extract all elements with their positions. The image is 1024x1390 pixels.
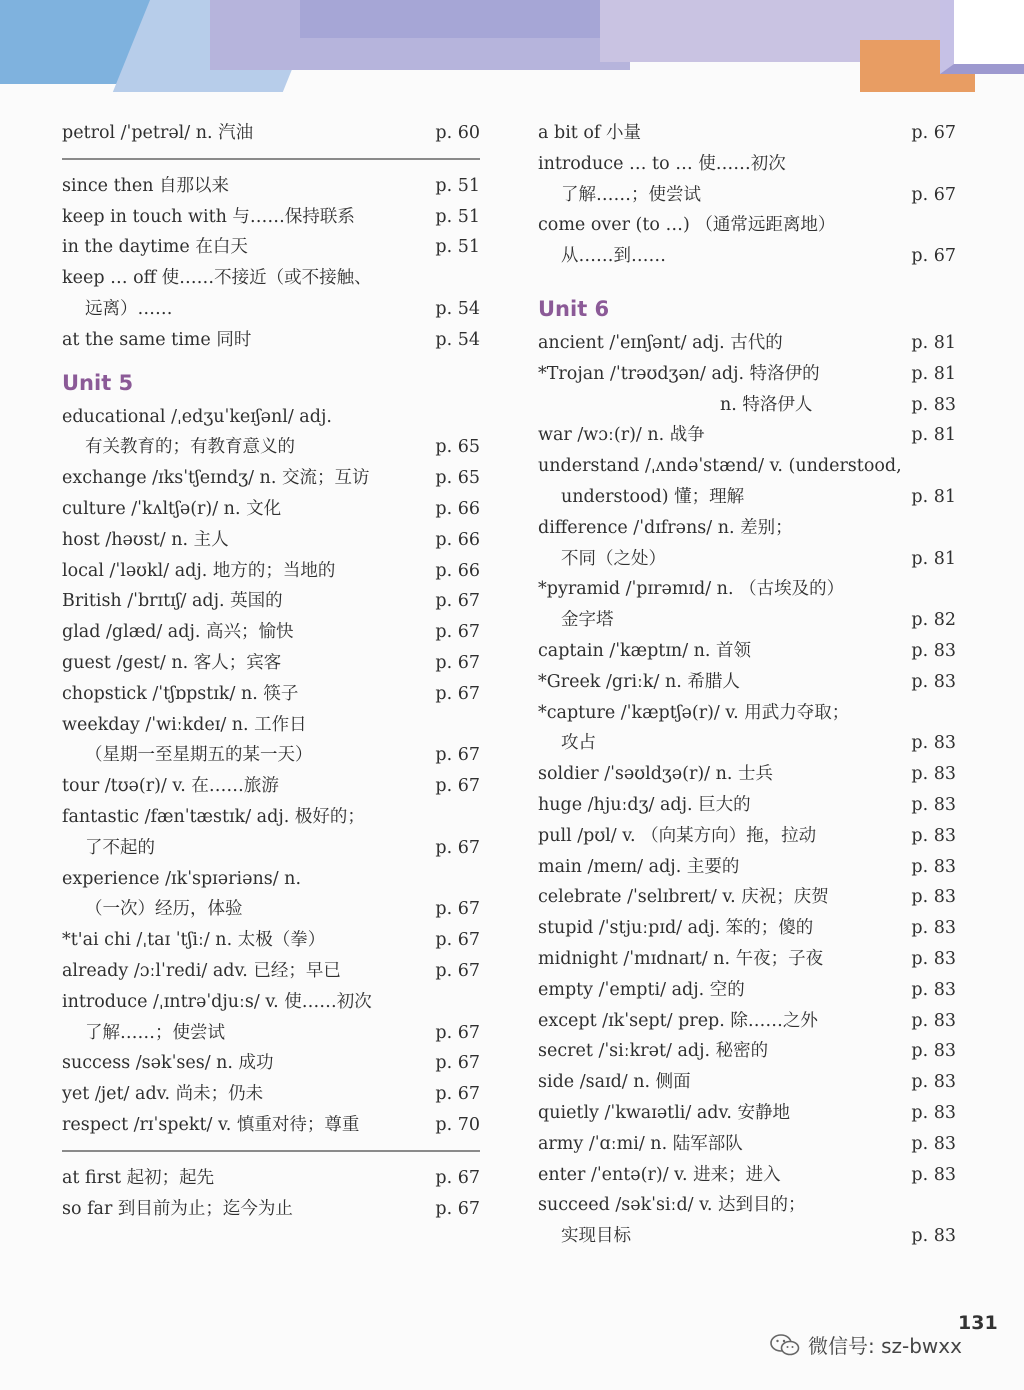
vocab-text: midnight /ˈmɪdnaɪt/ n. 午夜；子夜 (538, 948, 824, 969)
vocab-group (62, 171, 480, 356)
vocab-text: ancient /ˈeɪnʃənt/ adj. 古代的 (538, 332, 783, 353)
vocab-text: exchange /ɪksˈtʃeɪndʒ/ n. 交流；互访 (62, 468, 370, 489)
vocab-entry (62, 1018, 480, 1049)
vocab-entry (538, 180, 956, 211)
page-reference: p. 67 (435, 837, 480, 858)
vocab-entry (538, 667, 956, 698)
vocab-entry (62, 1110, 480, 1141)
page-reference: p. 83 (911, 948, 956, 969)
vocab-entry (62, 232, 480, 263)
vocab-entry (538, 1036, 956, 1067)
vocab-text: respect /rɪˈspekt/ v. 慎重对待；尊重 (62, 1114, 360, 1135)
page-reference: p. 83 (911, 1226, 956, 1247)
vocab-text: 了不起的 (85, 837, 155, 858)
vocab-text: 了解……；使尝试 (561, 184, 701, 205)
vocab-entry (62, 771, 480, 802)
vocab-text: experience /ɪkˈspɪəriəns/ n. (62, 868, 302, 889)
vocab-text: success /səkˈses/ n. 成功 (62, 1053, 274, 1074)
vocab-entry (538, 328, 956, 359)
vocab-text: 远离）…… (85, 298, 173, 319)
vocab-text: petrol /ˈpetrəl/ n. 汽油 (62, 123, 254, 143)
page-number: 131 (958, 1312, 998, 1334)
vocab-text: 不同（之处） (561, 548, 666, 569)
vocab-text: weekday /ˈwiːkdeɪ/ n. 工作日 (62, 714, 307, 735)
page-reference: p. 67 (911, 184, 956, 205)
vocab-entry (62, 432, 480, 463)
vocab-entry (538, 944, 956, 975)
vocab-entry (538, 210, 956, 241)
vocab-group (538, 328, 956, 1252)
vocab-entry (62, 617, 480, 648)
page-reference: p. 81 (911, 363, 956, 384)
page-reference: p. 67 (435, 622, 480, 643)
vocab-entry (538, 605, 956, 636)
page-reference: p. 83 (911, 764, 956, 785)
vocab-text: pull /pʊl/ v. （向某方向）拖，拉动 (538, 825, 817, 846)
vocab-text: main /meɪn/ adj. 主要的 (538, 856, 740, 877)
vocab-entry (62, 802, 480, 833)
vocab-entry (62, 263, 480, 294)
vocab-entry (62, 325, 480, 356)
vocab-entry (62, 556, 480, 587)
vocab-entry (62, 463, 480, 494)
vocab-text: 金字塔 (561, 610, 614, 631)
unit-heading: Unit 6 (538, 296, 610, 321)
vocab-text: so far 到目前为止；迄今为止 (62, 1198, 293, 1219)
vocab-entry (538, 1067, 956, 1098)
page-reference: p. 67 (435, 591, 480, 612)
vocab-text: 了解……；使尝试 (85, 1022, 225, 1043)
vocab-entry (538, 118, 956, 149)
banner-shape (300, 0, 600, 38)
right-column (538, 118, 956, 1252)
vocab-text: introduce … to … 使……初次 (538, 153, 786, 174)
vocab-entry (538, 728, 956, 759)
page-reference: p. 67 (435, 652, 480, 673)
vocab-text: understood) 懂；理解 (561, 486, 745, 507)
vocab-entry (62, 864, 480, 895)
vocab-text: *t'ai chi /ˌtaɪ ˈtʃiː/ n. 太极（拳） (62, 930, 326, 951)
page-reference: p. 81 (911, 486, 956, 507)
watermark-text: 微信号: sz-bwxx (808, 1334, 962, 1358)
vocab-entry (62, 1163, 480, 1194)
vocab-entry (538, 390, 956, 421)
vocab-entry (538, 451, 956, 482)
page-reference: p. 83 (911, 1072, 956, 1093)
vocab-entry (538, 482, 956, 513)
vocab-group (62, 1163, 480, 1225)
page-reference: p. 83 (911, 1164, 956, 1185)
vocab-entry (62, 525, 480, 556)
page-reference: p. 81 (911, 548, 956, 569)
vocab-entry (62, 402, 480, 433)
vocab-text: army /ˈɑːmi/ n. 陆军部队 (538, 1133, 743, 1154)
vocab-entry (62, 1048, 480, 1079)
vocab-entry (538, 698, 956, 729)
wechat-icon (770, 1333, 800, 1357)
vocab-text: at the same time 同时 (62, 329, 252, 350)
vocab-entry (62, 586, 480, 617)
page-reference: p. 67 (435, 899, 480, 920)
page-reference: p. 51 (435, 175, 480, 196)
vocab-text: chopstick /ˈtʃɒpstɪk/ n. 筷子 (62, 683, 299, 704)
page-reference: p. 83 (911, 1010, 956, 1031)
vocab-entry (538, 821, 956, 852)
vocab-text: host /həʊst/ n. 主人 (62, 529, 229, 550)
page-reference: p. 67 (435, 683, 480, 704)
vocab-text: since then 自那以来 (62, 175, 230, 196)
vocab-entry (538, 790, 956, 821)
vocab-group (538, 118, 956, 272)
vocab-text: *capture /ˈkæptʃə(r)/ v. 用武力夺取； (538, 702, 850, 723)
page-reference: p. 66 (435, 560, 480, 581)
vocab-entry (538, 1098, 956, 1129)
page-reference: p. 65 (435, 437, 480, 458)
vocab-text: soldier /ˈsəʊldʒə(r)/ n. 士兵 (538, 764, 774, 785)
vocab-entry (62, 648, 480, 679)
vocab-text: succeed /səkˈsiːd/ v. 达到目的； (538, 1195, 806, 1216)
vocab-text: n. 特洛伊人 (720, 394, 813, 415)
page-reference: p. 67 (435, 930, 480, 951)
vocab-entry (538, 1129, 956, 1160)
left-column (62, 118, 480, 1224)
page-reference: p. 83 (911, 856, 956, 877)
page-reference: p. 83 (911, 1133, 956, 1154)
vocab-text: 攻占 (561, 733, 596, 754)
vocab-entry (62, 894, 480, 925)
page-reference: p. 54 (435, 329, 480, 350)
vocab-entry (62, 494, 480, 525)
vocab-entry (62, 710, 480, 741)
vocab-text: in the daytime 在白天 (62, 237, 248, 258)
watermark (770, 1330, 962, 1359)
vocab-entry (62, 679, 480, 710)
page-reference: p. 67 (435, 776, 480, 797)
page-reference: p. 83 (911, 394, 956, 415)
vocab-text: side /saɪd/ n. 侧面 (538, 1072, 691, 1093)
vocab-entry (538, 513, 956, 544)
section-divider (62, 1150, 480, 1152)
vocab-entry (62, 1079, 480, 1110)
vocab-entry (538, 1006, 956, 1037)
vocab-entry (538, 975, 956, 1006)
vocab-text: 从……到…… (561, 246, 666, 267)
vocab-entry (62, 956, 480, 987)
vocab-text: British /ˈbrɪtɪʃ/ adj. 英国的 (62, 591, 283, 612)
vocab-text: fantastic /fænˈtæstɪk/ adj. 极好的； (62, 806, 365, 827)
vocab-entry (538, 636, 956, 667)
vocab-entry (538, 913, 956, 944)
page-reference: p. 67 (911, 123, 956, 143)
vocab-text: guest /gest/ n. 客人；宾客 (62, 652, 282, 673)
vocab-entry (62, 118, 480, 149)
page-reference: p. 66 (435, 529, 480, 550)
vocab-text: culture /ˈkʌltʃə(r)/ n. 文化 (62, 498, 282, 519)
page-reference: p. 81 (911, 332, 956, 353)
page-reference: p. 83 (911, 640, 956, 661)
vocab-text: empty /ˈempti/ adj. 空的 (538, 979, 745, 1000)
vocab-text: glad /glæd/ adj. 高兴；愉快 (62, 622, 294, 643)
vocab-entry (538, 544, 956, 575)
page-reference: p. 67 (435, 1084, 480, 1105)
vocab-text: *Greek /griːk/ n. 希腊人 (538, 671, 740, 692)
page-reference: p. 67 (435, 1167, 480, 1188)
vocab-entry (62, 294, 480, 325)
vocab-text: celebrate /ˈselɪbreɪt/ v. 庆祝；庆贺 (538, 887, 829, 908)
vocab-text: come over (to …) （通常远距离地） (538, 215, 836, 236)
page-reference: p. 66 (435, 498, 480, 519)
section-divider (62, 158, 480, 160)
vocab-group (62, 402, 480, 1141)
vocab-text: war /wɔː(r)/ n. 战争 (538, 425, 705, 446)
vocab-text: local /ˈləʊkl/ adj. 地方的；当地的 (62, 560, 336, 581)
page-reference: p. 51 (435, 206, 480, 227)
vocab-entry (62, 740, 480, 771)
vocab-text: keep … off 使……不接近（或不接触、 (62, 268, 372, 289)
vocab-text: huge /hjuːdʒ/ adj. 巨大的 (538, 794, 751, 815)
vocab-entry (538, 759, 956, 790)
spacer (538, 272, 956, 282)
vocab-text: tour /tʊə(r)/ v. 在……旅游 (62, 776, 279, 797)
vocab-entry (538, 574, 956, 605)
page-reference: p. 60 (435, 123, 480, 143)
vocab-text: yet /jet/ adv. 尚未；仍未 (62, 1084, 264, 1105)
vocab-entry (538, 1221, 956, 1252)
page-reference: p. 65 (435, 468, 480, 489)
page-reference: p. 83 (911, 733, 956, 754)
page-reference: p. 70 (435, 1114, 480, 1135)
vocab-text: a bit of 小量 (538, 123, 641, 143)
vocab-text: difference /ˈdɪfrəns/ n. 差别； (538, 517, 793, 538)
header-banner (0, 0, 1024, 110)
vocab-group (62, 118, 480, 149)
page-reference: p. 83 (911, 979, 956, 1000)
vocab-text: keep in touch with 与……保持联系 (62, 206, 355, 227)
vocab-entry (62, 1194, 480, 1225)
page-reference: p. 67 (435, 960, 480, 981)
vocab-entry (62, 202, 480, 233)
vocab-text: educational /ˌedʒuˈkeɪʃənl/ adj. (62, 406, 332, 427)
page-reference: p. 83 (911, 1102, 956, 1123)
page-reference: p. 83 (911, 671, 956, 692)
page-reference: p. 67 (435, 1053, 480, 1074)
page-reference: p. 83 (911, 887, 956, 908)
vocab-text: at first 起初；起先 (62, 1167, 215, 1188)
vocab-text: understand /ˌʌndəˈstænd/ v. (understood, (538, 456, 902, 477)
vocab-text: secret /ˈsiːkrət/ adj. 秘密的 (538, 1041, 769, 1062)
page-reference: p. 67 (435, 1022, 480, 1043)
page-reference: p. 83 (911, 1041, 956, 1062)
page-reference: p. 67 (435, 1198, 480, 1219)
banner-corner-block (940, 0, 1024, 74)
vocab-entry (538, 359, 956, 390)
vocab-text: stupid /ˈstjuːpɪd/ adj. 笨的；傻的 (538, 918, 814, 939)
vocab-text: except /ɪkˈsept/ prep. 除……之外 (538, 1010, 818, 1031)
page-reference: p. 82 (911, 610, 956, 631)
page-reference: p. 67 (911, 246, 956, 267)
vocab-text: 有关教育的；有教育意义的 (85, 437, 295, 458)
page-reference: p. 83 (911, 825, 956, 846)
page-reference: p. 83 (911, 794, 956, 815)
vocab-entry (62, 171, 480, 202)
vocab-entry (538, 1160, 956, 1191)
vocab-text: （星期一至星期五的某一天） (85, 745, 313, 766)
vocab-text: enter /ˈentə(r)/ v. 进来；进入 (538, 1164, 781, 1185)
vocab-entry (538, 241, 956, 272)
vocab-text: *Trojan /ˈtrəʊdʒən/ adj. 特洛伊的 (538, 363, 820, 384)
vocab-text: （一次）经历，体验 (85, 899, 243, 920)
vocab-text: quietly /ˈkwaɪətli/ adv. 安静地 (538, 1102, 790, 1123)
vocab-entry (538, 882, 956, 913)
vocab-entry (62, 987, 480, 1018)
vocab-text: introduce /ˌɪntrəˈdjuːs/ v. 使……初次 (62, 991, 372, 1012)
vocab-entry (538, 1190, 956, 1221)
page-reference: p. 83 (911, 918, 956, 939)
page-reference: p. 51 (435, 237, 480, 258)
vocab-entry (538, 420, 956, 451)
unit-heading: Unit 5 (62, 370, 134, 395)
vocab-entry (62, 925, 480, 956)
vocab-entry (538, 852, 956, 883)
vocab-text: *pyramid /ˈpɪrəmɪd/ n. （古埃及的） (538, 579, 845, 600)
vocab-entry (62, 833, 480, 864)
page-reference: p. 67 (435, 745, 480, 766)
vocab-entry (538, 149, 956, 180)
vocab-text: already /ɔːlˈredi/ adv. 已经；早已 (62, 960, 341, 981)
page-reference: p. 54 (435, 298, 480, 319)
vocab-text: 实现目标 (561, 1226, 631, 1247)
page-reference: p. 81 (911, 425, 956, 446)
vocab-text: captain /ˈkæptɪn/ n. 首领 (538, 640, 752, 661)
